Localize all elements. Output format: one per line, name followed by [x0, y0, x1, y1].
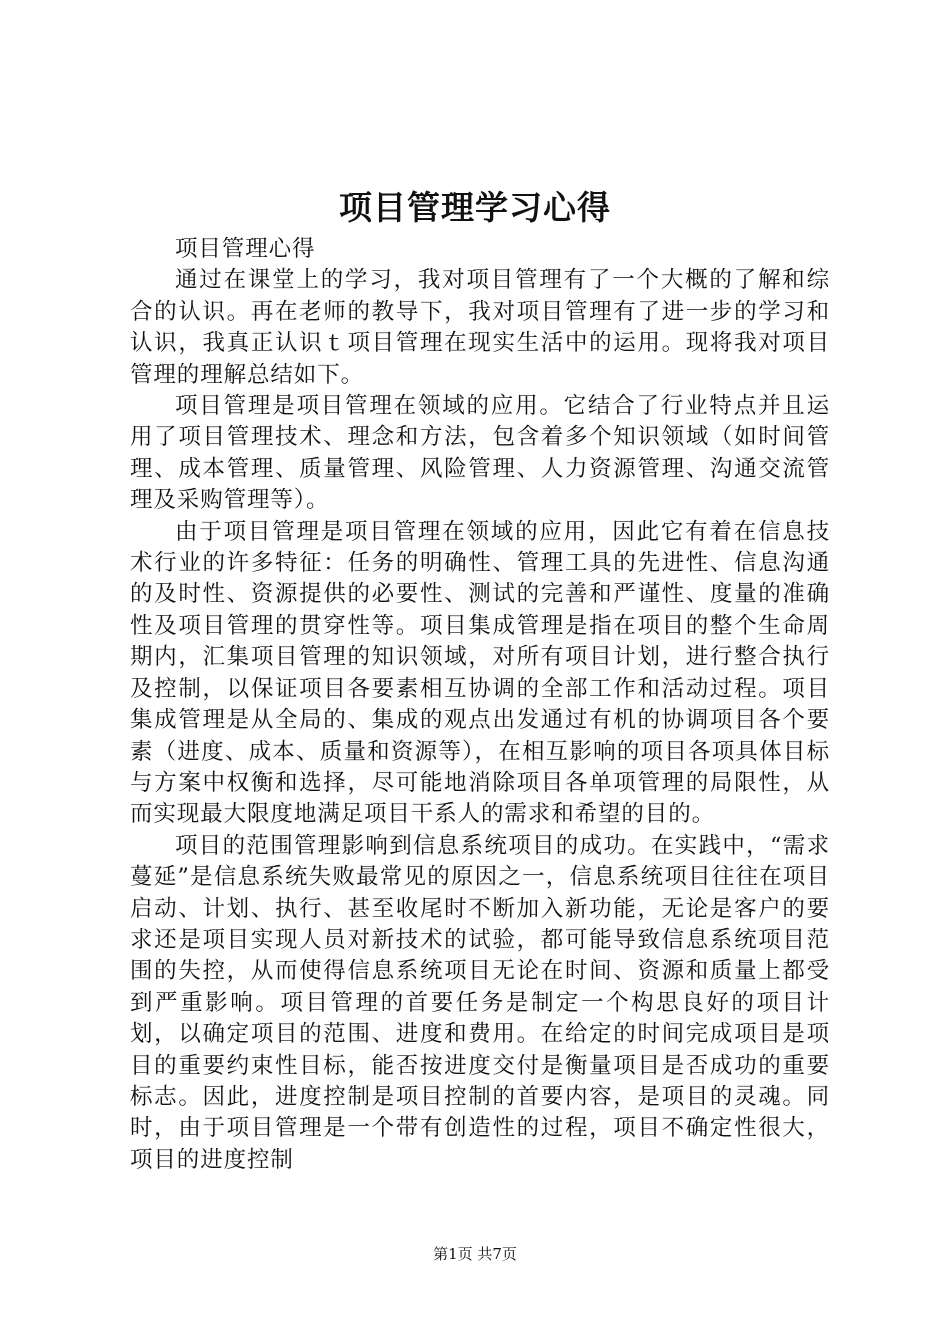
paragraph-definition: 项目管理是项目管理在领域的应用。它结合了行业特点并且运用了项目管理技术、理念和方法，包含着多个知识领域（如时间管理、成本管理、质量管理、风险管理、人力资源管理、沟通交流管理及采购管理等）。 — [130, 393, 830, 514]
paragraph-integration: 由于项目管理是项目管理在领域的应用，因此它有着在信息技术行业的许多特征：任务的明确性、管理工具的先进性、信息沟通的及时性、资源提供的必要性、测试的完善和严谨性、度量的准确性及项目管理的贯穿性等。项目集成管理是指在项目的整个生命周期内，汇集项目管理的知识领域，对所有项目计划，进行整合执行及控制，以保证项目各要素相互协调的全部工作和活动过程。项目集成管理是从全局的、集成的观点出发通过有机的协调项目各个要素（进度、成本、质量和资源等），在相互影响的项目各项具体目标与方案中权衡和选择，尽可能地消除项目各单项管理的局限性，从而实现最大限度地满足项目干系人的需求和希望的目的。 — [130, 518, 830, 828]
page-footer: 第1页 共7页 — [433, 1245, 517, 1263]
paragraph-subtitle: 项目管理心得 — [175, 236, 316, 262]
document-title: 项目管理学习心得 — [339, 188, 611, 227]
paragraph-intro: 通过在课堂上的学习，我对项目管理有了一个大概的了解和综合的认识。再在老师的教导下，我对项目管理有了进一步的学习和认识，我真正认识ｔ项目管理在现实生活中的运用。现将我对项目管理的理解总结如下。 — [130, 267, 830, 388]
document-body — [130, 234, 830, 1176]
paragraph-scope: 项目的范围管理影响到信息系统项目的成功。在实践中，“需求蔓延”是信息系统失败最常见的原因之一，信息系统项目往往在项目启动、计划、执行、甚至收尾时不断加入新功能，无论是客户的要求还是项目实现人员对新技术的试验，都可能导致信息系统项目范围的失控，从而使得信息系统项目无论在时间、资源和质量上都受到严重影响。项目管理的首要任务是制定一个构思良好的项目计划，以确定项目的范围、进度和费用。在给定的时间完成项目是项目的重要约束性目标，能否按进度交付是衡量项目是否成功的重要标志。因此，进度控制是项目控制的首要内容，是项目的灵魂。同时，由于项目管理是一个带有创造性的过程，项目不确定性很大，项目的进度控制 — [130, 832, 830, 1173]
